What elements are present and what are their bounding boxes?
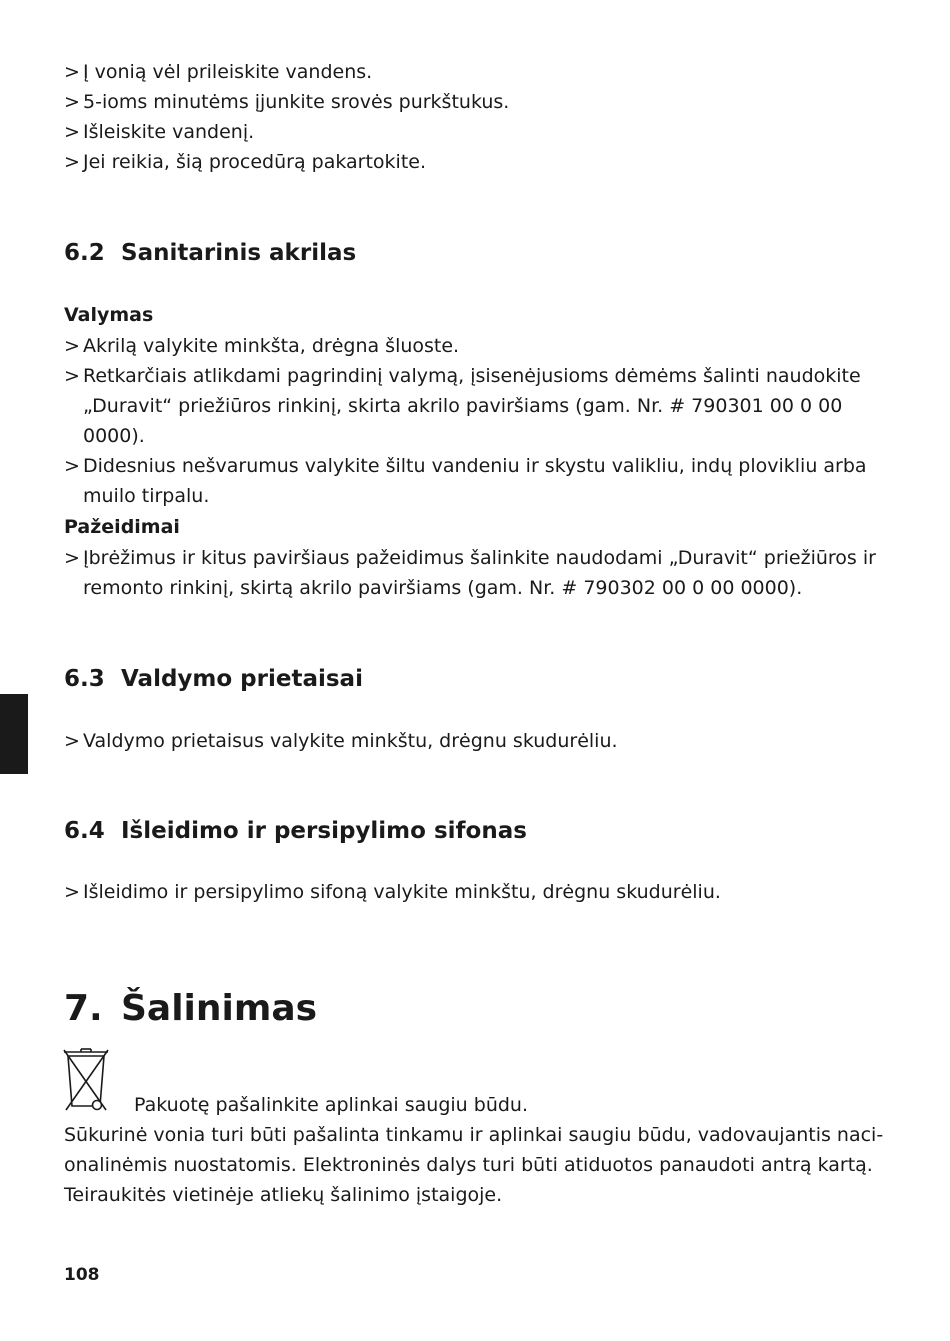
controls-bullet-list xyxy=(64,726,904,756)
icon-caption: Pakuotę pašalinkite aplinkai saugiu būdu. xyxy=(134,1094,528,1116)
list-item: > Į vonią vėl prileiskite vandens. xyxy=(64,57,904,87)
chapter-tab-marker xyxy=(0,694,28,774)
page-number: 108 xyxy=(64,1265,100,1285)
list-item: > 5-ioms minutėms įjunkite srovės purkštukus. xyxy=(64,87,904,117)
subheading-damage: Pažeidimai xyxy=(64,516,180,538)
list-item: > Retkarčiais atlikdami pagrindinį valymą, įsisenėjusioms dėmėms šalinti naudokite „Duravit“ priežiūros rinkinį, skirta akrilo paviršiams (gam. Nr. # 790301 00 0 00 0000). xyxy=(64,361,904,451)
disposal-paragraph: Sūkurinė vonia turi būti pašalinta tinkamu ir aplinkai saugiu būdu, vadovaujantis nacionalinėmis nuostatomis. Elektroninės dalys turi būti atiduotos panaudoti antrą kartą. Teiraukitės vietinėje atliekų šalinimo įstaigoje. xyxy=(64,1124,884,1206)
cleaning-bullet-list xyxy=(64,331,904,511)
list-item: > Išleiskite vandenį. xyxy=(64,117,904,147)
section-title: Išleidimo ir persipylimo sifonas xyxy=(121,818,527,844)
section-title: Valdymo prietaisai xyxy=(121,666,363,692)
list-item: > Valdymo prietaisus valykite minkštu, drėgnu skudurėliu. xyxy=(64,726,904,756)
list-item: > Akrilą valykite minkšta, drėgna šluoste. xyxy=(64,331,904,361)
section-number: 6.3 xyxy=(64,666,105,692)
siphon-bullet-list xyxy=(64,877,904,907)
damage-bullet-list xyxy=(64,543,904,603)
section-heading-6-4 xyxy=(64,816,527,846)
section-heading-6-3 xyxy=(64,664,363,694)
section-title: Sanitarinis akrilas xyxy=(121,240,357,266)
section-heading-7 xyxy=(64,985,317,1033)
section-number: 6.4 xyxy=(64,818,105,844)
subheading-cleaning: Valymas xyxy=(64,304,154,326)
list-item: > Išleidimo ir persipylimo sifoną valykite minkštu, drėgnu skudurėliu. xyxy=(64,877,904,907)
section-heading-6-2 xyxy=(64,238,356,268)
section-number: 7. xyxy=(64,988,103,1029)
section-title: Šalinimas xyxy=(121,988,318,1029)
intro-bullet-list xyxy=(64,57,904,177)
section-number: 6.2 xyxy=(64,240,105,266)
list-item: > Didesnius nešvarumus valykite šiltu vandeniu ir skystu valikliu, indų plovikliu arba muilo tirpalu. xyxy=(64,451,904,511)
list-item: > Įbrėžimus ir kitus paviršiaus pažeidimus šalinkite naudodami „Duravit“ priežiūros ir remonto rinkinį, skirtą akrilo paviršiams (gam. Nr. # 790302 00 0 00 0000). xyxy=(64,543,904,603)
crossed-out-bin-icon xyxy=(62,1048,110,1116)
list-item: > Jei reikia, šią procedūrą pakartokite. xyxy=(64,147,904,177)
